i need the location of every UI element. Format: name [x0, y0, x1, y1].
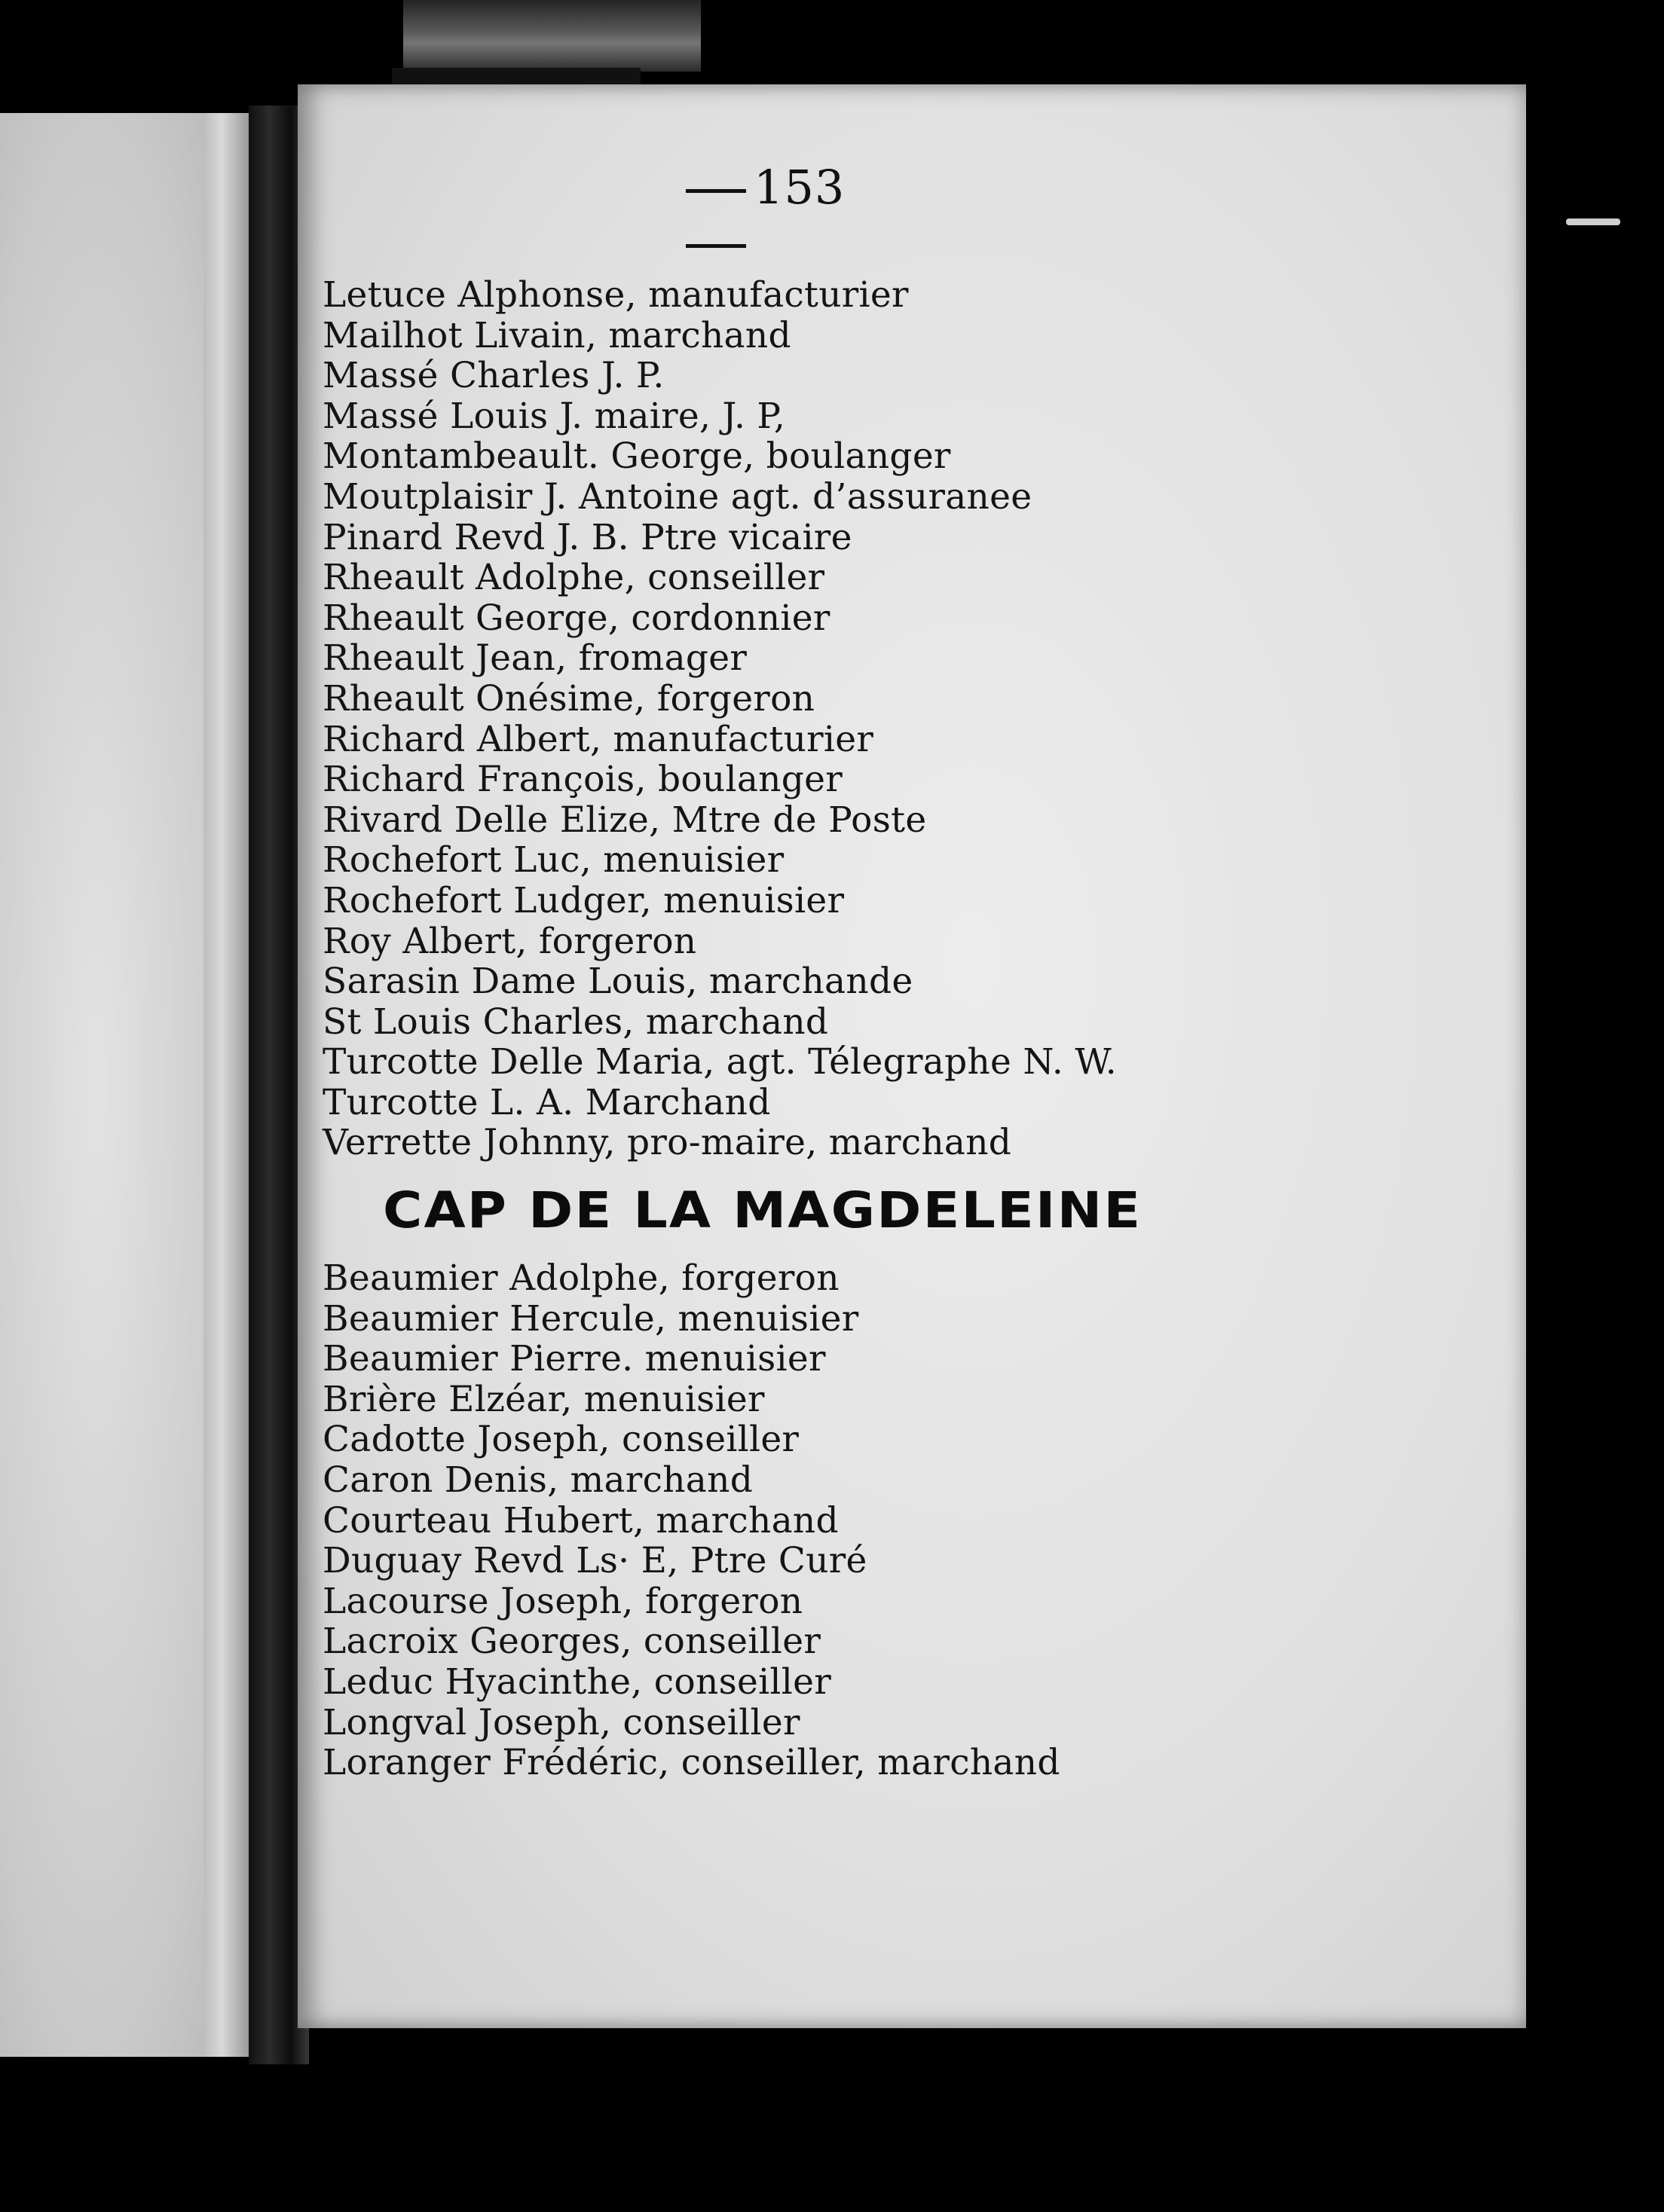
directory-entry: Duguay Revd Ls· E, Ptre Curé	[323, 1540, 867, 1582]
directory-entry: Rochefort Luc, menuisier	[323, 839, 785, 881]
scanner-clip	[403, 0, 701, 72]
page-number-value: 153	[754, 160, 846, 215]
directory-entry: Rheault Jean, fromager	[323, 637, 748, 680]
directory-entry: St Louis Charles, marchand	[323, 1001, 829, 1043]
directory-entry: Lacroix Georges, conseiller	[323, 1621, 821, 1663]
directory-entry: Lacourse Joseph, forgeron	[323, 1580, 803, 1622]
directory-entry: Pinard Revd J. B. Ptre vicaire	[323, 516, 852, 558]
directory-entry: Caron Denis, marchand	[323, 1459, 754, 1501]
directory-entry: Courteau Hubert, marchand	[323, 1499, 839, 1541]
directory-entry: Longval Joseph, conseiller	[323, 1701, 800, 1743]
directory-entry: Loranger Frédéric, conseiller, marchand	[323, 1742, 1060, 1784]
page-number-dash-left	[686, 189, 746, 193]
directory-entry: Massé Louis J. maire, J. P,	[323, 395, 786, 437]
directory-entry: Richard François, boulanger	[323, 759, 843, 801]
directory-entry: Brière Elzéar, menuisier	[323, 1378, 765, 1420]
directory-entry: Rochefort Ludger, menuisier	[323, 879, 845, 921]
directory-entry: Roy Albert, forgeron	[323, 920, 697, 962]
section-heading: CAP DE LA MAGDELEINE	[383, 1181, 1142, 1239]
directory-entry: Montambeault. George, boulanger	[323, 435, 951, 478]
directory-entry: Mailhot Livain, marchand	[323, 314, 791, 356]
directory-entry: Sarasin Dame Louis, marchande	[323, 961, 913, 1003]
directory-entry: Moutplaisir J. Antoine agt. d’assuranee	[323, 475, 1032, 518]
directory-entry: Beaumier Adolphe, forgeron	[323, 1257, 840, 1299]
directory-entry: Beaumier Hercule, menuisier	[323, 1297, 859, 1340]
directory-entry: Rivard Delle Elize, Mtre de Poste	[323, 799, 927, 841]
directory-entry: Turcotte Delle Maria, agt. Télegraphe N. W.	[323, 1041, 1117, 1083]
directory-entry: Richard Albert, manufacturier	[323, 718, 874, 760]
directory-list	[323, 1258, 1060, 1783]
scan-edge-mark	[1566, 218, 1620, 225]
directory-entry: Rheault George, cordonnier	[323, 597, 830, 639]
directory-entry: Letuce Alphonse, manufacturier	[323, 274, 909, 316]
page-number-dash-right	[686, 244, 746, 248]
directory-entry: Rheault Adolphe, conseiller	[323, 557, 825, 599]
previous-page-edge	[203, 113, 249, 2057]
directory-entry: Verrette Johnny, pro-maire, marchand	[323, 1122, 1012, 1164]
directory-entry: Beaumier Pierre. menuisier	[323, 1338, 826, 1380]
directory-entry: Cadotte Joseph, conseiller	[323, 1419, 800, 1461]
directory-entry: Massé Charles J. P.	[323, 355, 665, 397]
page-number	[678, 160, 904, 270]
directory-entry: Turcotte L. A. Marchand	[323, 1081, 771, 1123]
directory-entry: Leduc Hyacinthe, conseiller	[323, 1661, 831, 1703]
directory-list	[323, 275, 1117, 1163]
directory-entry: Rheault Onésime, forgeron	[323, 677, 815, 720]
